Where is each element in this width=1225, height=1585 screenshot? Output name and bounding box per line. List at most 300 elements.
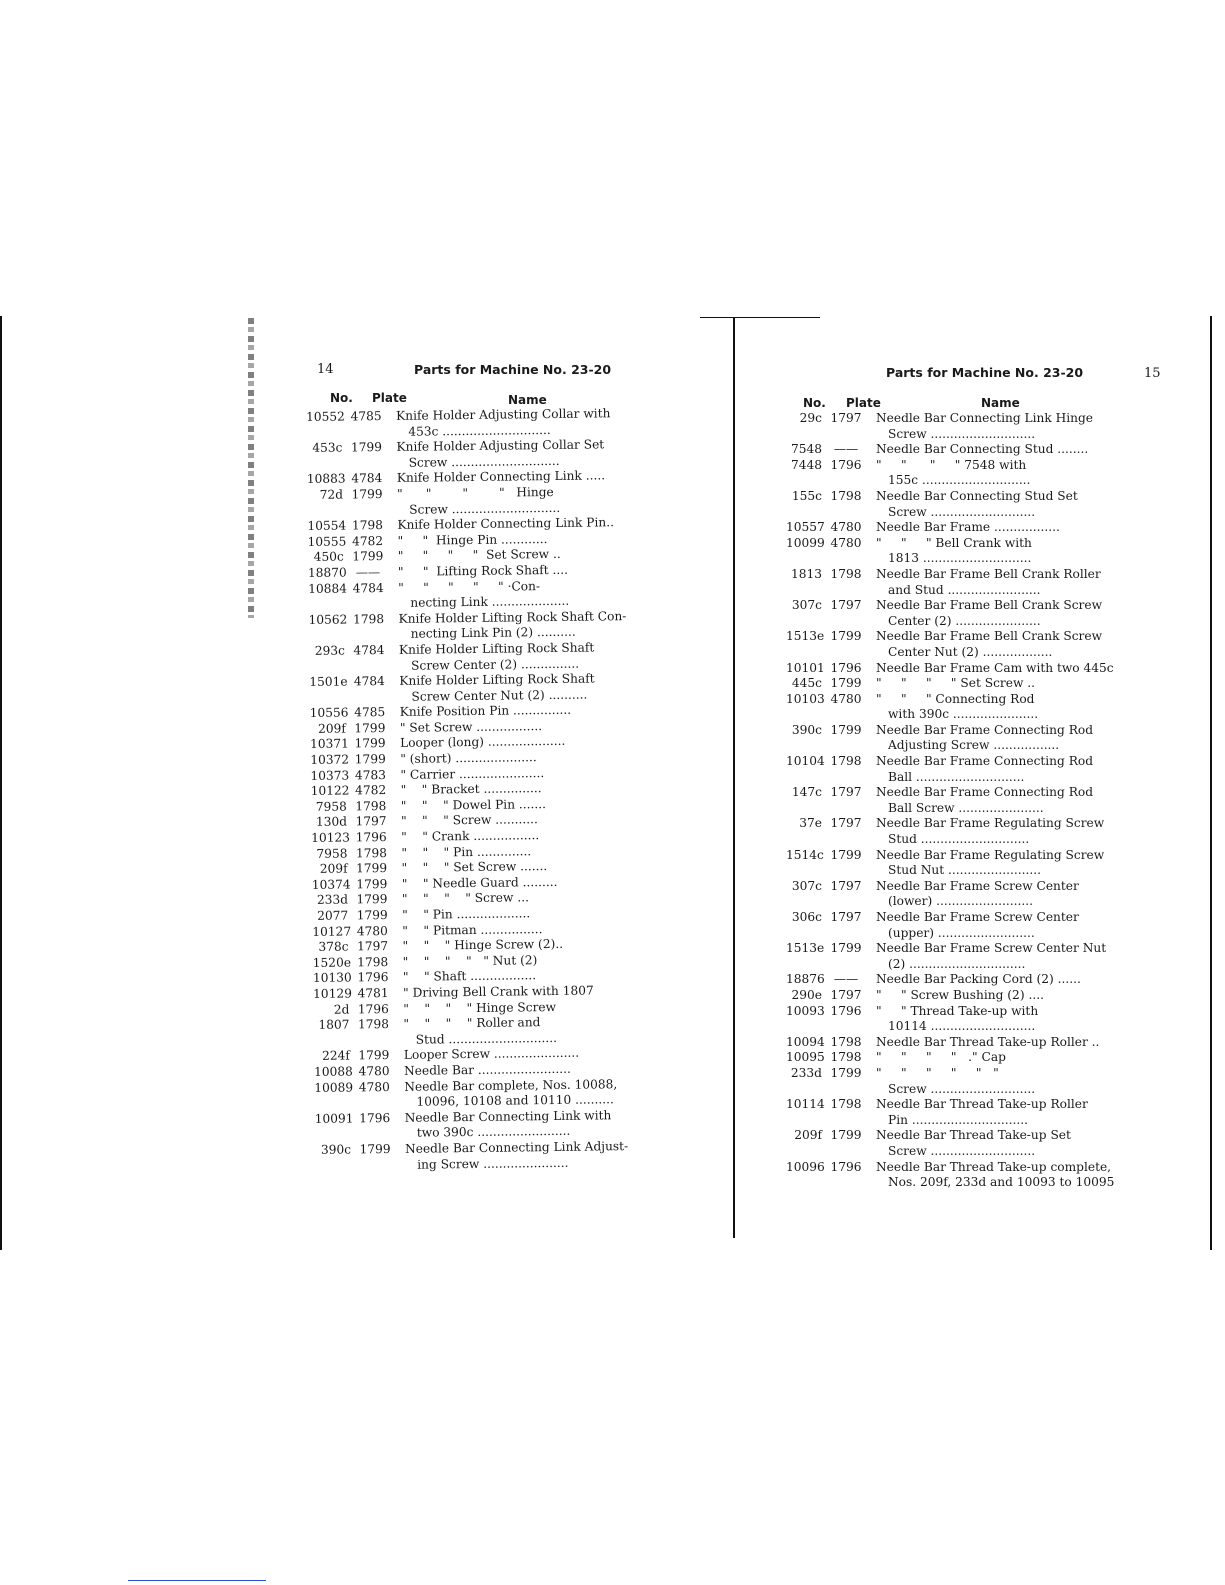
part-number: 10371 (310, 736, 349, 752)
plate-number: 1797 (830, 878, 862, 893)
plate-number: 1799 (830, 629, 862, 644)
part-row (786, 598, 1108, 629)
part-row (786, 941, 1108, 972)
part-number: 378c (318, 939, 349, 955)
plate-number: 1799 (359, 1141, 391, 1157)
part-name-line: " " " Connecting Rod (876, 691, 1035, 706)
plate-number: 4784 (352, 580, 384, 595)
part-number: 10123 (311, 830, 351, 845)
part-name-line: Needle Bar Connecting Stud Set (876, 488, 1078, 503)
part-name (876, 988, 1108, 1004)
plate-number: 1799 (351, 487, 383, 502)
part-row (786, 972, 1108, 988)
plate-number: 1799 (358, 1048, 390, 1063)
part-row (786, 536, 1108, 567)
part-row (786, 848, 1108, 879)
part-name-continuation: ing Screw ...................... (417, 1155, 569, 1172)
part-number: 155c (791, 488, 822, 503)
part-name-line: " " " " Roller and (403, 1015, 541, 1032)
part-name (876, 910, 1108, 941)
part-name-continuation: Center Nut (2) .................. (888, 644, 1053, 659)
plate-number: 1797 (830, 598, 862, 613)
part-name-continuation: and Stud ........................ (888, 582, 1041, 597)
part-number: 1520e (312, 955, 352, 970)
part-name-continuation: Stud ............................ (888, 832, 1030, 847)
part-number: 1513e (786, 941, 825, 956)
part-name-line: " " " Dowel Pin ....... (400, 796, 547, 813)
part-name-line: Knife Holder Lifting Rock Shaft Con- (398, 608, 627, 626)
part-name-line: " " " " Set Screw .. (397, 547, 561, 564)
part-number: 1513e (786, 629, 825, 644)
part-name-continuation: Adjusting Screw ................. (888, 738, 1060, 753)
part-number: 390c (320, 1142, 352, 1157)
part-number: 29c (799, 411, 822, 425)
part-number: 10555 (307, 534, 347, 549)
part-number: 10372 (310, 752, 350, 768)
plate-number: 1796 (830, 1159, 862, 1174)
part-name (876, 941, 1108, 972)
part-name (876, 676, 1108, 692)
part-name (398, 609, 630, 643)
plate-number: 4782 (355, 783, 387, 798)
column-header-name: Name (508, 393, 547, 407)
part-number: 306c (791, 910, 822, 924)
part-number: 10562 (308, 612, 348, 627)
part-name-line: " " " " " " (876, 1065, 999, 1080)
left-edge-rule (0, 316, 2, 1250)
plate-number: 4785 (354, 705, 386, 720)
part-name (876, 489, 1108, 520)
part-name-line: Knife Position Pin ............... (399, 703, 572, 720)
part-number: 1501e (309, 674, 348, 690)
part-name-continuation: Center (2) ...................... (888, 613, 1041, 628)
part-name (405, 1108, 637, 1142)
column-header-no: No. (330, 391, 353, 405)
part-name-line: Knife Holder Lifting Rock Shaft (399, 671, 595, 688)
plate-number: 4780 (358, 1079, 390, 1094)
part-number: 10088 (314, 1064, 353, 1079)
part-name (876, 1066, 1108, 1097)
part-number: 1807 (318, 1017, 350, 1033)
part-name-line: Needle Bar Thread Take-up Set (876, 1128, 1071, 1143)
part-name (403, 1014, 635, 1048)
part-name-line: Knife Holder Connecting Link ..... (396, 468, 606, 486)
part-name-continuation: Screw Center (2) ............... (411, 656, 580, 673)
part-number: 10373 (310, 768, 350, 783)
part-number: 10096 (786, 1159, 825, 1174)
part-row (308, 578, 630, 613)
part-row (786, 1004, 1108, 1035)
part-name-continuation: Pin .............................. (888, 1112, 1029, 1127)
part-name-line: " " " Screw ........... (400, 812, 538, 829)
part-name-continuation: with 390c ...................... (888, 707, 1039, 722)
plate-number: 1797 (355, 814, 387, 829)
part-number: 224f (322, 1048, 350, 1064)
part-name-continuation: Screw ........................... (888, 1081, 1036, 1096)
part-number: 10103 (786, 691, 825, 706)
plate-number: 4783 (354, 767, 387, 783)
part-number: 10095 (786, 1050, 825, 1065)
plate-number: 1797 (830, 816, 862, 831)
plate-number: 1799 (830, 1065, 862, 1080)
part-name-line: " " " " " ·Con- (398, 578, 541, 595)
part-number: 307c (791, 878, 822, 893)
part-number: 233d (316, 892, 349, 908)
part-number: 10094 (786, 1034, 825, 1049)
part-number: 453c (312, 440, 343, 456)
part-number: 209f (318, 721, 346, 736)
plate-number: 4782 (352, 533, 384, 549)
part-number: 1813 (790, 566, 822, 581)
part-number: 147c (791, 785, 822, 800)
part-row (786, 489, 1108, 520)
part-name-line: " " Bracket ............... (400, 781, 542, 798)
part-name-continuation: Stud Nut ........................ (888, 863, 1042, 878)
part-number: 2d (333, 1002, 350, 1017)
plate-number: 1796 (357, 1001, 389, 1016)
part-name-line: " " " Pin .............. (401, 843, 532, 860)
part-name-continuation: 453c ............................ (408, 422, 551, 439)
part-name-continuation: 155c ............................ (888, 473, 1031, 488)
column-header-name: Name (981, 396, 1020, 410)
plate-number: 4780 (830, 520, 862, 535)
part-number: 10101 (786, 660, 825, 675)
part-row (314, 1077, 636, 1112)
part-number: 10104 (786, 754, 825, 769)
part-name (404, 1077, 636, 1111)
plate-number: 1798 (351, 518, 384, 533)
part-name-line: " " " Bell Crank with (876, 535, 1032, 550)
part-name (876, 458, 1108, 489)
part-name-line: " " Screw Bushing (2) .... (876, 987, 1044, 1002)
part-name-continuation: necting Link Pin (2) .......... (410, 625, 576, 642)
plate-number: 4780 (830, 535, 862, 550)
part-name-line: Needle Bar Connecting Link Adjust- (404, 1139, 629, 1156)
part-name-line: Needle Bar Frame ................. (876, 520, 1060, 535)
part-name-line: Needle Bar complete, Nos. 10088, (404, 1076, 618, 1094)
plate-number: 1796 (355, 830, 387, 845)
part-name (396, 406, 628, 440)
plate-number: 1798 (830, 566, 862, 581)
part-name-line: Needle Bar Frame Connecting Rod (876, 722, 1094, 737)
part-name-line: Needle Bar Connecting Stud ........ (876, 442, 1089, 457)
part-name-line: " " " " Set Screw .. (876, 676, 1036, 691)
part-name-line: " " Crank ................. (401, 828, 540, 844)
plate-number: 1797 (356, 939, 389, 954)
part-name-line: " Driving Bell Crank with 1807 (403, 983, 594, 1000)
plate-number: 1799 (352, 549, 384, 564)
part-name (876, 629, 1108, 660)
part-row (786, 629, 1108, 660)
plate-number: 1798 (355, 798, 387, 814)
part-name-line: " " " Set Screw ....... (401, 859, 548, 876)
part-number: 10883 (306, 471, 346, 487)
plate-number: 1798 (830, 488, 862, 503)
part-number: 7958 (316, 846, 348, 861)
part-row (306, 437, 628, 472)
part-name (876, 754, 1108, 785)
part-row (786, 816, 1108, 847)
plate-number: 1799 (830, 1128, 862, 1143)
part-name (876, 816, 1108, 847)
part-name-line: Needle Bar Thread Take-up complete, (876, 1159, 1112, 1174)
plate-number: 1796 (357, 970, 389, 985)
part-row (786, 988, 1108, 1004)
part-name-line: " " Shaft ................. (402, 968, 537, 985)
part-row (315, 1139, 637, 1174)
part-name (405, 1139, 637, 1173)
part-row (786, 676, 1108, 692)
part-row (309, 640, 631, 675)
plate-number: 1799 (356, 861, 388, 876)
part-row (307, 484, 629, 519)
part-name-continuation: 10114 ........................... (888, 1019, 1036, 1034)
part-row (786, 567, 1108, 598)
part-row (786, 660, 1114, 677)
plate-number: 1799 (354, 720, 386, 736)
plate-number: 1799 (830, 941, 862, 956)
part-row (786, 1050, 1108, 1066)
part-name-continuation: Stud ............................ (415, 1030, 558, 1047)
plate-number: 1798 (830, 1034, 862, 1049)
part-name (876, 598, 1108, 629)
plate-number: 1797 (830, 785, 862, 800)
part-number: 10099 (786, 535, 825, 550)
part-name-continuation: Screw Center Nut (2) .......... (411, 687, 588, 704)
part-number: 10552 (306, 409, 345, 424)
part-name-line: Looper (long) .................... (399, 734, 566, 751)
parts-list (306, 406, 637, 1174)
part-name (876, 1097, 1108, 1128)
part-number: 10127 (312, 924, 352, 939)
part-row (786, 723, 1108, 754)
part-name-line: " Carrier ...................... (400, 765, 545, 782)
plate-number: 1799 (830, 847, 862, 862)
part-name-continuation: Nos. 209f, 233d and 10093 to 10095 (888, 1175, 1115, 1190)
plate-number: —— (833, 442, 859, 457)
part-number: 18870 (307, 565, 347, 580)
part-number: 290e (791, 987, 822, 1002)
part-number: 450c (313, 549, 344, 565)
part-name-line: Needle Bar Connecting Link with (404, 1108, 612, 1125)
part-row (315, 1108, 637, 1143)
part-name-line: Looper Screw ...................... (403, 1046, 580, 1063)
column-header-plate: Plate (372, 391, 407, 405)
plate-number: 4780 (358, 1063, 390, 1079)
part-name-line: Needle Bar Connecting Link Hinge (876, 411, 1094, 425)
part-name-line: Needle Bar Frame Connecting Rod (876, 785, 1094, 800)
part-name-line: " " " " Hinge (396, 484, 554, 501)
plate-number: 1799 (356, 892, 388, 907)
part-name (876, 723, 1108, 754)
plate-number: 1798 (352, 611, 385, 627)
part-name (399, 640, 631, 674)
plate-number: 4784 (353, 642, 385, 658)
plate-number: 1799 (830, 676, 862, 691)
part-row (786, 442, 1108, 458)
plate-number: 1796 (830, 660, 862, 675)
part-name-line: " Set Screw ................. (399, 719, 543, 735)
part-name-line: Knife Holder Adjusting Collar with (395, 406, 611, 423)
part-name-line: " " " " Hinge Screw (403, 999, 557, 1016)
part-name (876, 536, 1108, 567)
part-number: 130d (315, 814, 348, 830)
part-name (876, 1004, 1108, 1035)
part-name-continuation: (lower) ......................... (888, 894, 1033, 909)
plate-number: 1796 (830, 1003, 862, 1018)
part-name-line: Knife Holder Lifting Rock Shaft (398, 640, 595, 657)
part-number: 10130 (312, 970, 352, 986)
part-row (786, 754, 1108, 785)
plate-number: 4780 (356, 923, 388, 939)
page-header: Parts for Machine No. 23-20 (886, 365, 1084, 380)
plate-number: 1797 (830, 910, 862, 924)
part-number: 7548 (790, 442, 822, 457)
part-number: 37e (799, 816, 822, 831)
part-name-line: Knife Holder Adjusting Collar Set (396, 437, 605, 455)
page-number: 14 (317, 362, 334, 377)
part-number: 307c (791, 598, 822, 613)
plate-number: 1798 (357, 954, 389, 970)
part-row (786, 910, 1108, 941)
part-number: 2077 (317, 908, 349, 923)
part-number: 10557 (786, 520, 825, 535)
part-number: 10556 (309, 705, 349, 721)
center-gutter-rule (733, 318, 735, 1238)
part-row (786, 879, 1108, 910)
part-name (876, 879, 1108, 910)
part-name (876, 411, 1108, 442)
part-row (786, 692, 1108, 723)
part-row (313, 1014, 635, 1049)
part-name-line: " " " Hinge Screw (2).. (402, 937, 564, 954)
plate-number: 4780 (830, 691, 862, 706)
part-name (876, 848, 1108, 879)
plate-number: 1798 (830, 754, 862, 769)
plate-number: 1798 (830, 1097, 862, 1112)
part-row (786, 1128, 1108, 1159)
part-number: 10093 (786, 1003, 825, 1018)
part-number: 10089 (314, 1080, 354, 1095)
plate-number: 1799 (354, 752, 386, 767)
part-name (876, 1159, 1115, 1191)
part-name-continuation: (upper) ......................... (888, 925, 1035, 940)
part-name (876, 1128, 1108, 1159)
part-row (786, 785, 1108, 816)
part-row (786, 1159, 1115, 1191)
part-number: 1514c (786, 847, 824, 862)
part-name-line: " " " " ." Cap (876, 1050, 1006, 1065)
part-name-continuation: two 390c ........................ (416, 1124, 571, 1141)
part-number: 10091 (314, 1111, 354, 1126)
part-name-line: Needle Bar Frame Bell Crank Screw (876, 629, 1102, 644)
part-name (876, 1035, 1108, 1051)
part-name-continuation: 10096, 10108 and 10110 .......... (416, 1092, 614, 1109)
part-number: 209f (319, 861, 348, 877)
part-number: 293c (314, 643, 346, 658)
part-row (786, 1035, 1108, 1051)
part-name-continuation: Screw ........................... (888, 1143, 1036, 1158)
part-name-continuation: Screw ............................ (408, 453, 560, 470)
part-number: 233d (790, 1065, 822, 1080)
plate-number: 1799 (830, 722, 862, 737)
plate-number: 1796 (359, 1110, 391, 1126)
part-name-continuation: necting Link .................... (410, 593, 570, 610)
binding-mark (248, 318, 254, 618)
part-number: 10884 (308, 581, 348, 596)
part-name (876, 442, 1108, 458)
part-name-line: Needle Bar Frame Regulating Screw (876, 816, 1105, 831)
plate-number: 1797 (830, 987, 862, 1002)
column-header-no: No. (803, 396, 826, 410)
part-name (876, 692, 1108, 723)
part-name-continuation: Ball ............................ (888, 769, 1025, 784)
plate-number: 1798 (355, 845, 388, 861)
plate-number: 4781 (357, 986, 389, 1001)
part-name-line: Needle Bar Frame Cam with two 445c (876, 660, 1114, 675)
plate-number: 4784 (353, 674, 385, 689)
part-number: 72d (319, 487, 344, 502)
part-number: 7958 (315, 799, 347, 814)
part-name-line: " (short) ..................... (400, 750, 537, 766)
part-name (876, 1050, 1108, 1066)
plate-number: 1799 (356, 876, 388, 892)
plate-number: 1798 (357, 1017, 390, 1032)
parts-list (786, 411, 1115, 1191)
part-name (876, 785, 1108, 816)
plate-number: 1799 (354, 736, 386, 751)
column-header-plate: Plate (846, 396, 881, 410)
part-name-continuation: Screw ............................ (409, 500, 561, 517)
part-name-continuation: Screw ........................... (888, 504, 1036, 519)
part-number: 209f (794, 1128, 822, 1143)
part-name-line: " " Hinge Pin ............ (397, 531, 548, 548)
part-name-line: Needle Bar Frame Screw Center (876, 878, 1079, 893)
part-name-line: " " " " " Nut (2) (402, 952, 538, 969)
part-name-line: " " Thread Take-up with (876, 1003, 1039, 1018)
part-name-continuation: Screw ........................... (888, 426, 1036, 441)
part-name-line: " " Pin ................... (402, 906, 531, 922)
center-top-rule (700, 317, 820, 318)
plate-number: 1799 (356, 908, 388, 923)
part-name-line: " " " " 7548 with (876, 457, 1027, 472)
plate-number: 1799 (350, 440, 383, 455)
part-name-line: " " Needle Guard ......... (401, 874, 558, 891)
right-edge-rule (1210, 316, 1212, 1250)
part-name-line: Needle Bar Frame Bell Crank Screw (876, 598, 1102, 613)
part-name-continuation: Ball Screw ...................... (888, 800, 1044, 815)
part-number: 390c (791, 722, 822, 737)
part-name-line: Needle Bar Thread Take-up Roller (876, 1097, 1088, 1112)
part-number: 7448 (790, 457, 822, 472)
part-number: 445c (791, 676, 822, 691)
part-name (399, 671, 631, 705)
part-name-line: Needle Bar Frame Bell Crank Roller (876, 566, 1101, 581)
part-row (786, 411, 1108, 442)
plate-number: 1796 (830, 457, 862, 472)
page-number: 15 (1144, 366, 1161, 381)
part-name-line: Needle Bar ........................ (403, 1061, 571, 1078)
part-name-line: Needle Bar Frame Screw Center (876, 910, 1079, 924)
part-number: 10129 (313, 986, 352, 1001)
part-row (308, 609, 630, 644)
part-row (309, 671, 631, 706)
part-name-line: Knife Holder Connecting Link Pin.. (397, 515, 615, 533)
part-name (876, 972, 1108, 988)
part-name-continuation: 1813 ............................ (888, 551, 1032, 566)
bottom-edge-line (128, 1580, 266, 1581)
part-name-line: Needle Bar Frame Connecting Rod (876, 754, 1094, 769)
